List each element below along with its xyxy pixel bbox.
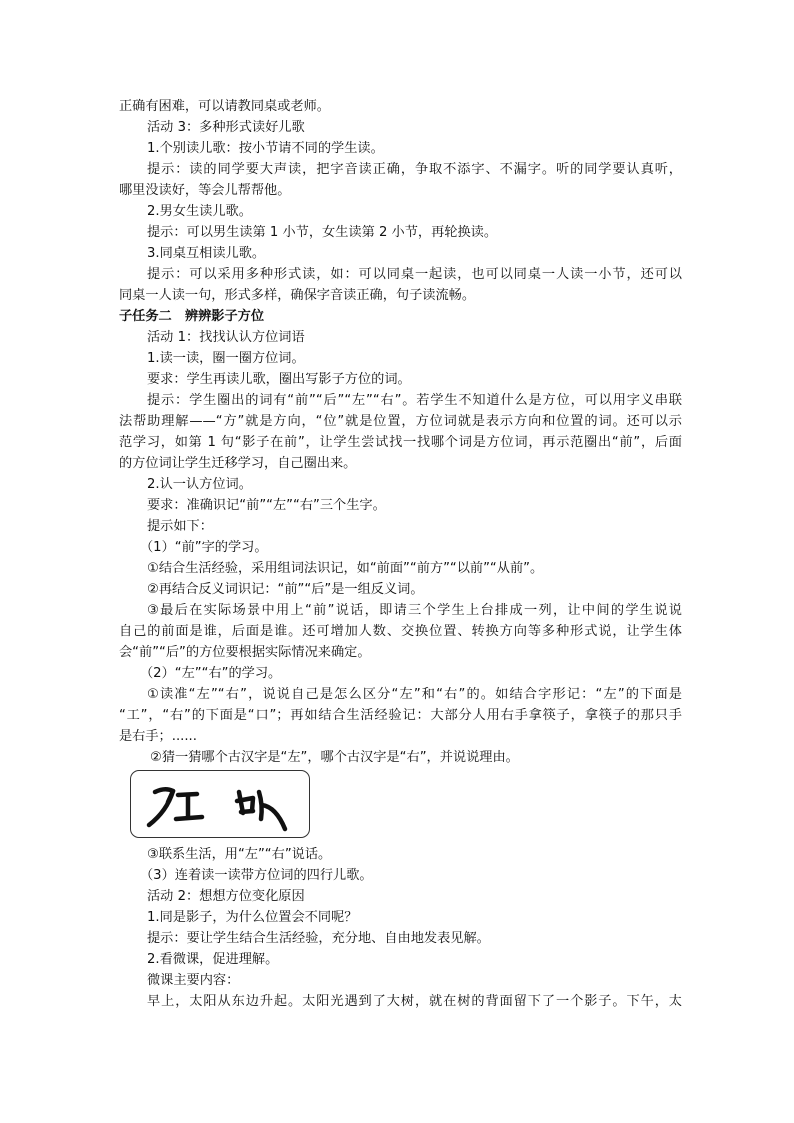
para-line: 会“前”“后”的方位要根据实际情况来确定。 — [119, 645, 371, 660]
tip-line: 微课主要内容： — [147, 973, 240, 988]
requirement-line: 要求：准确识记“前”“左”“右”三个生字。 — [147, 498, 386, 513]
para-line: 的方位词让学生迁移学习，自己圈出来。 — [119, 456, 357, 471]
ancient-glyph-figure — [130, 770, 310, 838]
step-line: 2.男女生读儿歌。 — [147, 204, 252, 219]
sub-item-line: （3）连着读一读带方位词的四行儿歌。 — [140, 868, 373, 883]
para-line: 是右手；...... — [119, 729, 197, 744]
para-line: 法帮助理解——“方”就是方向，“位”就是位置，方位词就是表示方向和位置的词。还可以示 — [119, 414, 682, 429]
tip-line: 提示：读的同学要大声读，把字音读正确，争取不添字、不漏字。听的同学要认真听， — [147, 162, 682, 177]
step-line: 1.个别读儿歌：按小节请不同的学生读。 — [147, 141, 384, 156]
sub-item-line: （1）“前”字的学习。 — [140, 540, 268, 555]
step-line: 2.看微课，促进理解。 — [147, 952, 279, 967]
para-line: 范学习，如第 1 句“影子在前”，让学生尝试找一找哪个词是方位词，再示范圈出“前”，后面 — [119, 435, 682, 450]
sub-item-line: ②猜一猜哪个古汉字是“左”，哪个古汉字是“右”，并说说理由。 — [150, 750, 519, 765]
para-line: “工”，“右”的下面是“口”；再如结合生活经验记：大部分人用右手拿筷子，拿筷子的那只手 — [119, 708, 682, 723]
requirement-line: 要求：学生再读儿歌，圈出写影子方位的词。 — [147, 372, 411, 387]
tip-line: 提示：可以采用多种形式读，如：可以同桌一起读，也可以同桌一人读一小节，还可以 — [147, 267, 682, 282]
tip-line: 提示：要让学生结合生活经验，充分地、自由地发表见解。 — [147, 931, 490, 946]
step-line: 3.同桌互相读儿歌。 — [147, 246, 266, 261]
activity-heading: 活动 2：想想方位变化原因 — [147, 889, 305, 904]
sub-item-line: ②再结合反义词识记：“前”“后”是一组反义词。 — [147, 582, 424, 597]
tip-line: 提示：可以男生读第 1 小节，女生读第 2 小节，再轮换读。 — [147, 225, 498, 240]
sub-item-line: ③最后在实际场景中用上“前”说话，即请三个学生上台排成一列，让中间的学生说说 — [147, 603, 682, 618]
step-line: 1.读一读，圈一圈方位词。 — [147, 351, 305, 366]
ancient-you-glyph — [237, 792, 285, 829]
para-line: 早上，太阳从东边升起。太阳光遇到了大树，就在树的背面留下了一个影子。下午，太 — [147, 994, 682, 1009]
para-line: 同桌一人读一句，形式多样，确保字音读正确，句子读流畅。 — [119, 288, 476, 303]
para-line: 正确有困难，可以请教同桌或老师。 — [119, 99, 330, 114]
para-line: 自己的前面是谁，后面是谁。还可增加人数、交换位置、转换方向等多种形式说，让学生体 — [119, 624, 682, 639]
activity-heading: 活动 3：多种形式读好儿歌 — [147, 120, 305, 135]
tip-line: 提示如下： — [147, 519, 213, 534]
ancient-zuo-glyph — [149, 789, 202, 825]
sub-item-line: （2）“左”“右”的学习。 — [140, 666, 282, 681]
subtask-heading: 子任务二 辨辨影子方位 — [119, 309, 265, 324]
sub-item-line: ①结合生活经验，采用组词法识记，如“前面”“前方”“以前”“从前”。 — [147, 561, 544, 576]
para-line: 哪里没读好，等会儿帮帮他。 — [119, 183, 291, 198]
step-line: 2.认一认方位词。 — [147, 477, 252, 492]
step-line: 1.同是影子，为什么位置会不同呢？ — [147, 910, 358, 925]
sub-item-line: ①读准“左”“右”，说说自己是怎么区分“左”和“右”的。如结合字形记：“左”的下面是 — [147, 687, 682, 702]
activity-heading: 活动 1：找找认认方位词语 — [147, 330, 305, 345]
tip-line: 提示：学生圈出的词有“前”“后”“左”“右”。若学生不知道什么是方位，可以用字义串联 — [147, 393, 682, 408]
sub-item-line: ③联系生活，用“左”“右”说话。 — [147, 847, 332, 862]
